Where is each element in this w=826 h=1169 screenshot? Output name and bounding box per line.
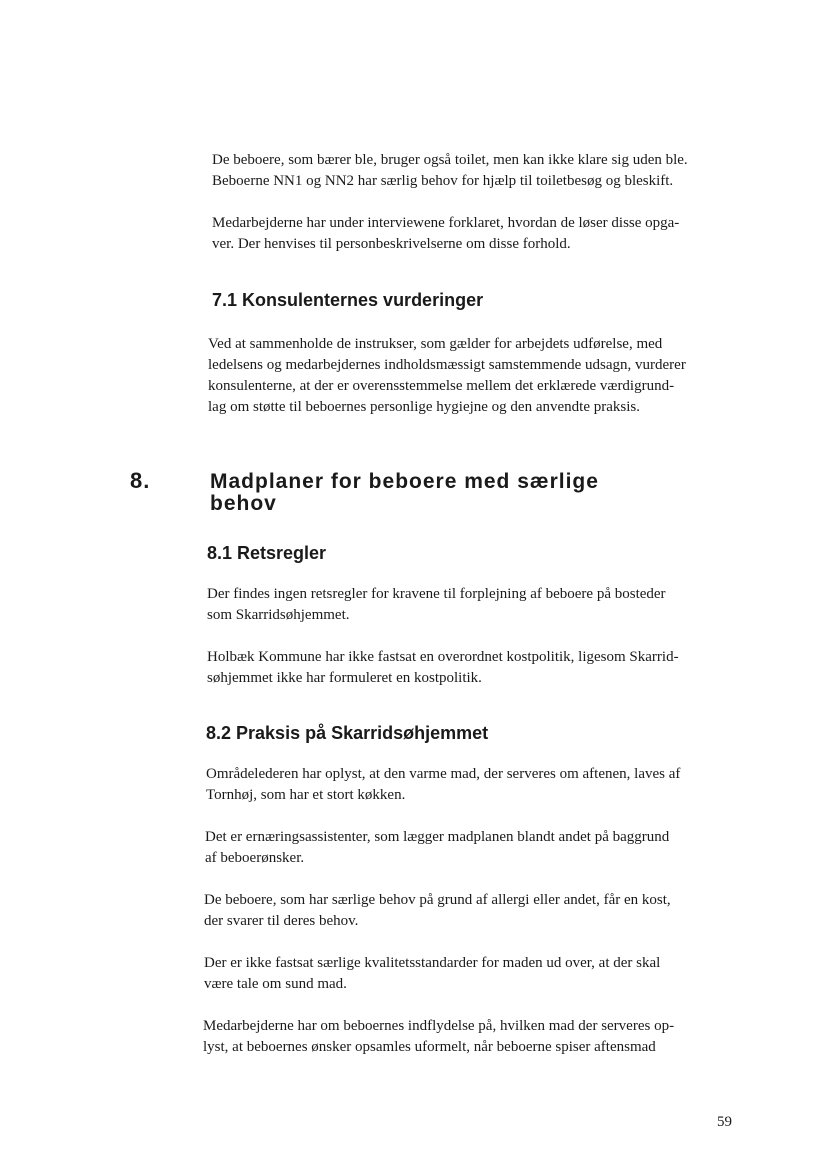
- text-line: af beboerønsker.: [205, 850, 305, 866]
- text-line: som Skarridsøhjemmet.: [207, 607, 350, 623]
- text-line: Beboerne NN1 og NN2 har særlig behov for hjælp til toiletbesøg og bleskift.: [212, 173, 674, 189]
- text-line: Holbæk Kommune har ikke fastsat en overordnet kostpolitik, ligesom Skarrid-: [207, 649, 679, 665]
- text-line: lag om støtte til beboernes personlige hygiejne og den anvendte praksis.: [208, 399, 640, 415]
- section-heading-8-2: 8.2 Praksis på Skarridsøhjemmet: [206, 723, 489, 743]
- text-line: Tornhøj, som har et stort køkken.: [206, 787, 406, 803]
- text-line: De beboere, som har særlige behov på grund af allergi eller andet, får en kost,: [204, 892, 671, 908]
- intro-paragraph-2: [212, 213, 679, 255]
- text-line: Ved at sammenholde de instrukser, som gælder for arbejdets udførelse, med: [208, 336, 663, 352]
- text-line: Det er ernæringsassistenter, som lægger madplanen blandt andet på baggrund: [205, 829, 670, 845]
- section-heading-8-1: 8.1 Retsregler: [207, 543, 327, 563]
- text-line: Der findes ingen retsregler for kravene til forplejning af beboere på bosteder: [207, 586, 666, 602]
- chapter-title: [210, 471, 599, 515]
- text-line: De beboere, som bærer ble, bruger også toilet, men kan ikke klare sig uden ble.: [212, 152, 688, 168]
- text-line: Medarbejderne har under interviewene forklaret, hvordan de løser disse opga-: [212, 215, 680, 231]
- intro-paragraph-1: [212, 150, 688, 192]
- section-8-2-paragraph-2: [205, 827, 669, 869]
- chapter-number: 8.: [130, 468, 151, 493]
- section-7-1-paragraph: [208, 334, 686, 418]
- text-line: lyst, at beboernes ønsker opsamles uformelt, når beboerne spiser aftensmad: [203, 1039, 656, 1055]
- text-line: der svarer til deres behov.: [204, 913, 359, 929]
- text-line: være tale om sund mad.: [204, 976, 347, 992]
- section-8-2-paragraph-5: [203, 1016, 674, 1058]
- section-heading-7-1: 7.1 Konsulenternes vurderinger: [212, 290, 484, 310]
- section-8-2-paragraph-1: [206, 764, 680, 806]
- chapter-title-line: behov: [210, 492, 277, 515]
- text-line: søhjemmet ikke har formuleret en kostpolitik.: [207, 670, 482, 686]
- text-line: ledelsens og medarbejdernes indholdsmæssigt samstemmende udsagn, vurderer: [208, 357, 686, 373]
- section-8-2-paragraph-3: [204, 890, 671, 932]
- section-8-1-paragraph-2: [207, 647, 679, 689]
- page-number: 59: [717, 1114, 732, 1130]
- chapter-title-line: Madplaner for beboere med særlige: [210, 470, 599, 493]
- text-line: Medarbejderne har om beboernes indflydelse på, hvilken mad der serveres op-: [203, 1018, 675, 1034]
- section-8-2-paragraph-4: [204, 953, 660, 995]
- section-8-1-paragraph-1: [207, 584, 666, 626]
- text-line: ver. Der henvises til personbeskrivelserne om disse forhold.: [212, 236, 571, 252]
- text-line: Der er ikke fastsat særlige kvalitetsstandarder for maden ud over, at der skal: [204, 955, 661, 971]
- text-line: konsulenterne, at der er overensstemmelse mellem det erklærede værdigrund-: [208, 378, 675, 394]
- text-line: Områdelederen har oplyst, at den varme mad, der serveres om aftenen, laves af: [206, 766, 681, 782]
